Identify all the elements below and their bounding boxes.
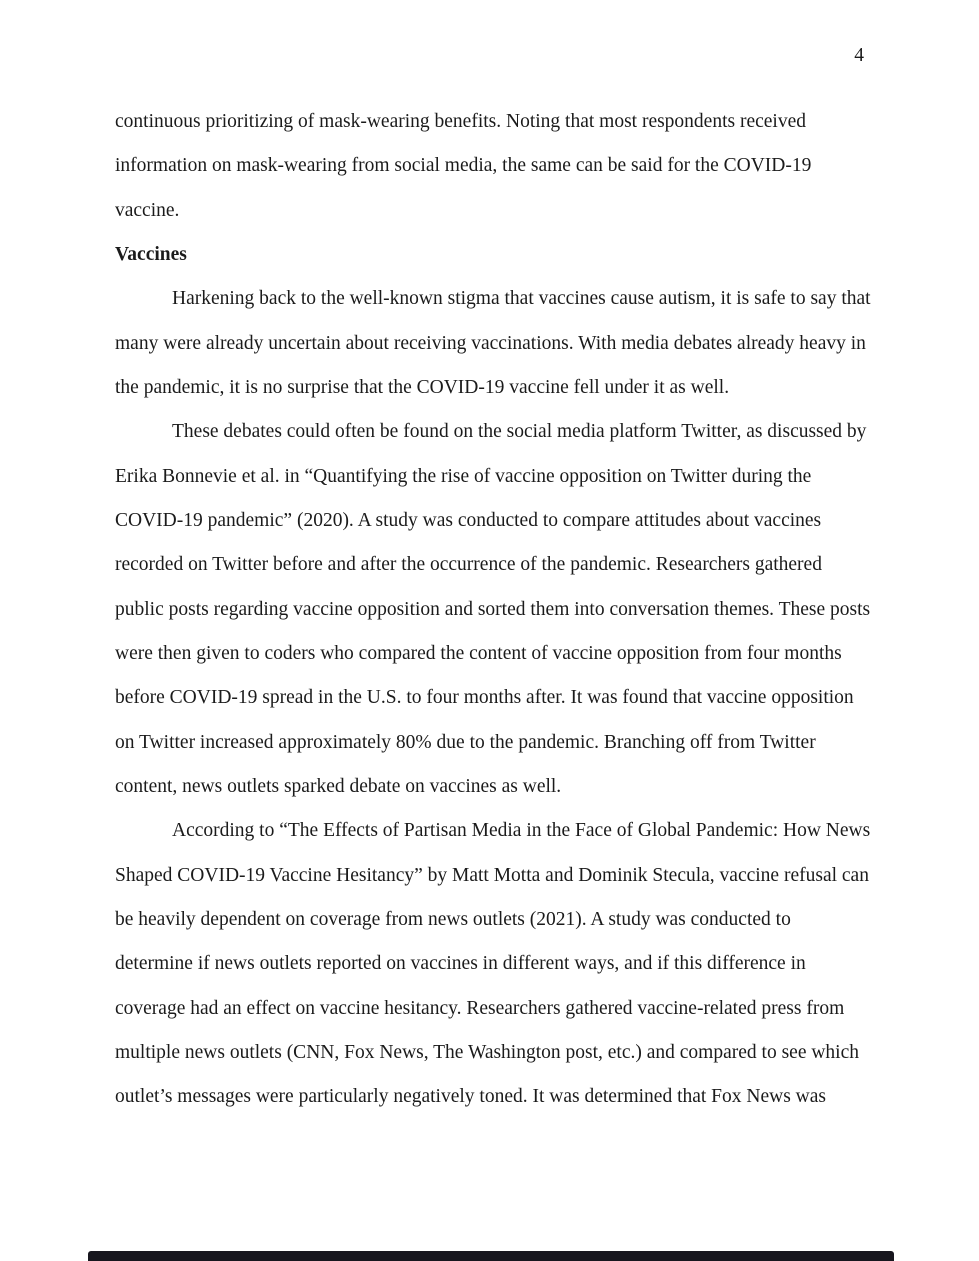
- text-line: Erika Bonnevie et al. in “Quantifying the rise of vaccine opposition on Twitter during the: [115, 465, 812, 487]
- paragraph: [115, 277, 871, 410]
- text-line: were then given to coders who compared the content of vaccine opposition from four months: [115, 642, 842, 664]
- page-number: 4: [854, 45, 864, 66]
- text-line: vaccine.: [115, 199, 180, 221]
- paragraph: [115, 410, 871, 809]
- text-line: public posts regarding vaccine opposition and sorted them into conversation themes. These posts: [115, 598, 871, 620]
- text-line: before COVID-19 spread in the U.S. to four months after. It was found that vaccine opposition: [115, 687, 854, 709]
- text-line: the pandemic, it is no surprise that the COVID-19 vaccine fell under it as well.: [115, 376, 730, 398]
- text-line: COVID-19 pandemic” (2020). A study was conducted to compare attitudes about vaccines: [115, 509, 822, 531]
- text-line: many were already uncertain about receiving vaccinations. With media debates already heavy in: [115, 332, 866, 354]
- text-line: These debates could often be found on the social media platform Twitter, as discussed by: [172, 421, 867, 443]
- text-line: multiple news outlets (CNN, Fox News, The Washington post, etc.) and compared to see which: [115, 1041, 859, 1063]
- text-line: content, news outlets sparked debate on vaccines as well.: [115, 775, 562, 797]
- text-line: continuous prioritizing of mask-wearing benefits. Noting that most respondents received: [115, 111, 807, 132]
- text-line: recorded on Twitter before and after the occurrence of the pandemic. Researchers gathered: [115, 554, 822, 576]
- text-line: determine if news outlets reported on vaccines in different ways, and if this difference in: [115, 953, 806, 975]
- text-line: on Twitter increased approximately 80% due to the pandemic. Branching off from Twitter: [115, 731, 816, 753]
- text-line: outlet’s messages were particularly negatively toned. It was determined that Fox News was: [115, 1086, 827, 1108]
- text-line: Shaped COVID-19 Vaccine Hesitancy” by Matt Motta and Dominik Stecula, vaccine refusal can: [115, 864, 869, 886]
- paragraph: [115, 100, 864, 233]
- text-line: Harkening back to the well-known stigma that vaccines cause autism, it is safe to say that: [172, 288, 871, 310]
- text-line: coverage had an effect on vaccine hesitancy. Researchers gathered vaccine-related press from: [115, 997, 845, 1019]
- text-line: information on mask-wearing from social media, the same can be said for the COVID-19: [115, 155, 812, 177]
- text-line: be heavily dependent on coverage from news outlets (2021). A study was conducted to: [115, 908, 791, 930]
- document-body: [115, 100, 871, 1120]
- paragraph: [115, 809, 871, 1119]
- heading-text: Vaccines: [115, 243, 187, 265]
- text-line: According to “The Effects of Partisan Media in the Face of Global Pandemic: How News: [172, 820, 871, 842]
- bottom-dark-bar: [88, 1251, 894, 1261]
- section-heading: [115, 233, 864, 277]
